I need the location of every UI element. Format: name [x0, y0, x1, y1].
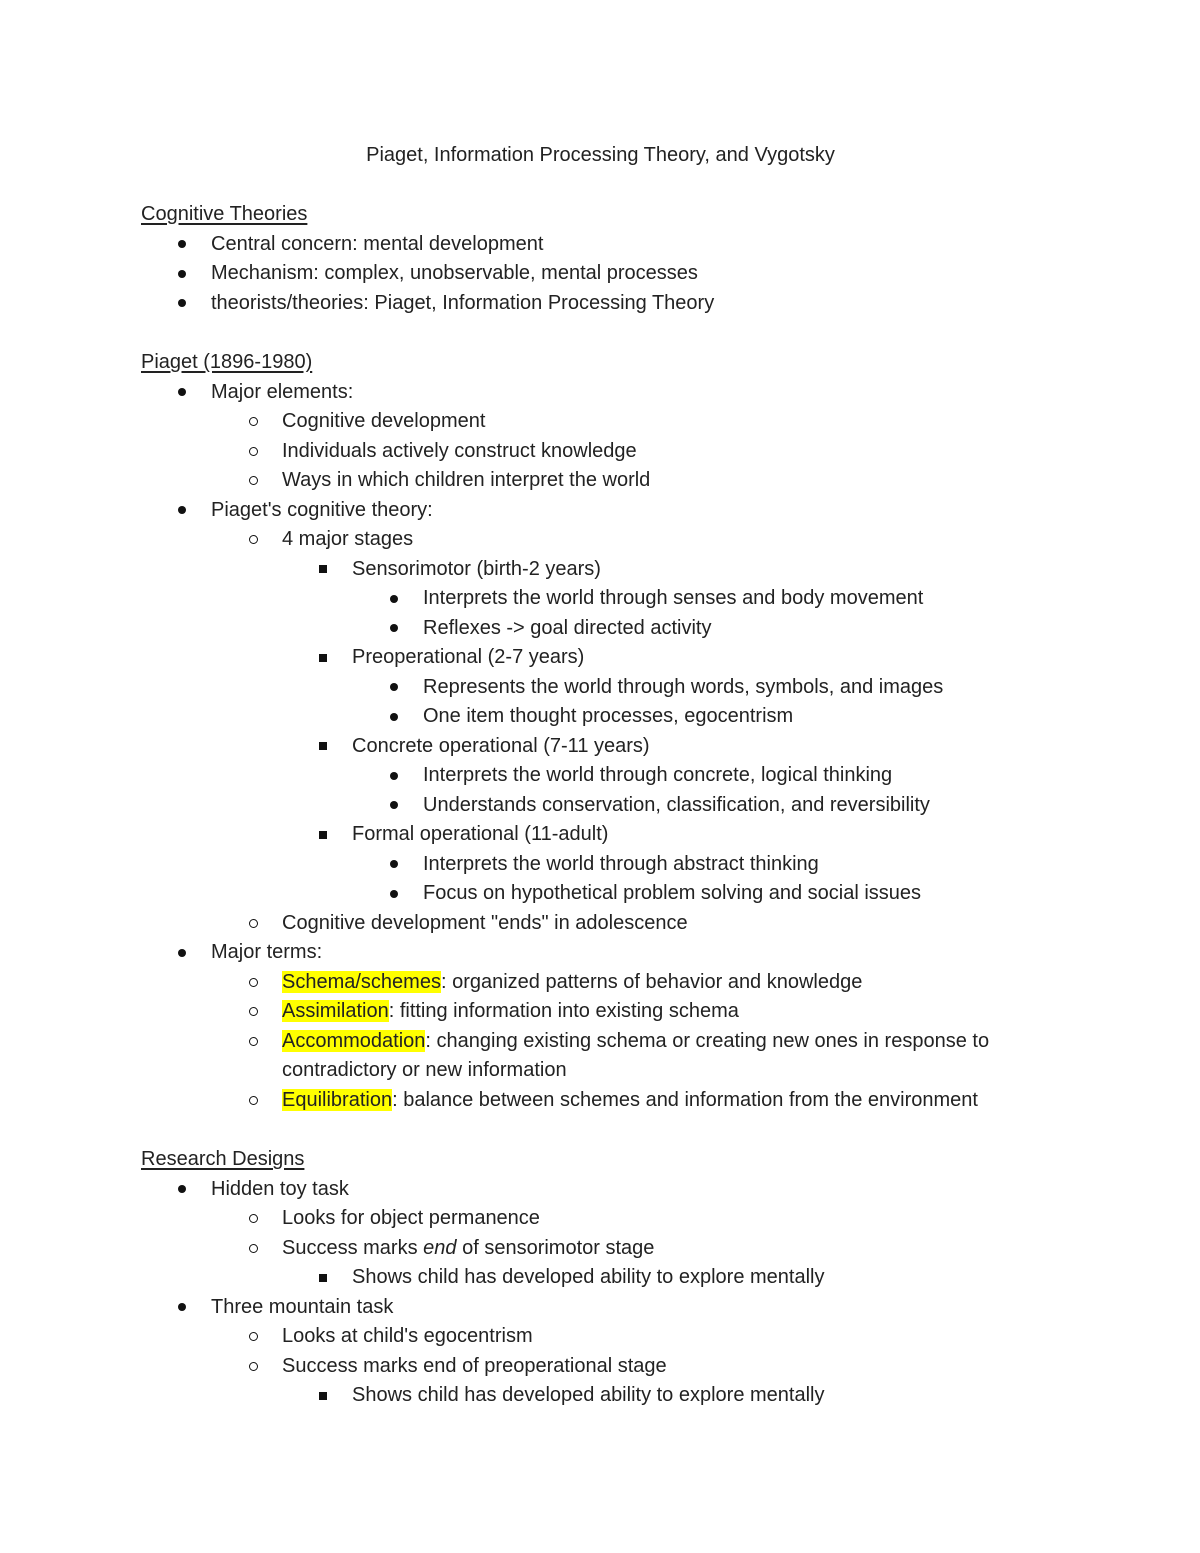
term-definition: : organized patterns of behavior and knowledge	[440, 970, 863, 993]
disc-bullet-icon	[386, 702, 402, 732]
list-item: Interprets the world through concrete, logical thinking	[141, 761, 1060, 791]
circle-bullet-icon	[245, 968, 261, 998]
list-item: Interprets the world through abstract thinking	[141, 850, 1060, 880]
disc-bullet-icon	[174, 1293, 190, 1323]
term-item	[141, 997, 1060, 1027]
disc-bullet-icon	[174, 938, 190, 968]
list-item: Hidden toy task	[141, 1175, 1060, 1205]
term-definition: : changing existing schema or creating new ones in response to	[425, 1029, 990, 1052]
highlighted-term: Schema/schemes	[282, 970, 441, 993]
list-item: Focus on hypothetical problem solving and social issues	[141, 879, 1060, 909]
square-bullet-icon	[315, 555, 331, 585]
section-heading: Piaget (1896-1980)	[141, 351, 313, 373]
section-heading: Research Designs	[141, 1148, 305, 1170]
list-item: Mechanism: complex, unobservable, mental processes	[141, 259, 1060, 289]
disc-bullet-icon	[386, 850, 402, 880]
circle-bullet-icon	[245, 1204, 261, 1234]
disc-bullet-icon	[174, 230, 190, 260]
list-item: Success marks end of sensorimotor stage	[141, 1234, 1060, 1264]
disc-bullet-icon	[386, 614, 402, 644]
disc-bullet-icon	[174, 289, 190, 319]
term-continuation: contradictory or new information	[282, 1059, 567, 1081]
disc-bullet-icon	[386, 879, 402, 909]
disc-bullet-icon	[174, 496, 190, 526]
circle-bullet-icon	[245, 525, 261, 555]
list-item: Success marks end of preoperational stage	[141, 1352, 1060, 1382]
term-item	[141, 1027, 1060, 1057]
circle-bullet-icon	[245, 437, 261, 467]
list-item: Three mountain task	[141, 1293, 1060, 1323]
list-item: Major terms:	[141, 938, 1060, 968]
square-bullet-icon	[315, 643, 331, 673]
disc-bullet-icon	[386, 673, 402, 703]
highlighted-term: Assimilation	[282, 1000, 389, 1022]
list-item: Individuals actively construct knowledge	[141, 437, 1060, 467]
list-item: Looks for object permanence	[141, 1204, 1060, 1234]
circle-bullet-icon	[245, 407, 261, 437]
circle-bullet-icon	[245, 1086, 261, 1116]
term-definition: : balance between schemes and information from the environment	[392, 1088, 978, 1111]
stage-item: Sensorimotor (birth-2 years)	[141, 555, 1060, 585]
section-cognitive-theories	[141, 200, 1060, 318]
stage-item: Concrete operational (7-11 years)	[141, 732, 1060, 762]
square-bullet-icon	[315, 820, 331, 850]
stage-item: Preoperational (2-7 years)	[141, 643, 1060, 673]
disc-bullet-icon	[174, 259, 190, 289]
disc-bullet-icon	[174, 378, 190, 408]
list-item: Central concern: mental development	[141, 230, 1060, 260]
list-item: Cognitive development	[141, 407, 1060, 437]
circle-bullet-icon	[245, 466, 261, 496]
section-piaget	[141, 348, 1060, 1115]
list-item: Cognitive development "ends" in adolescence	[141, 909, 1060, 939]
term-item	[141, 1086, 1060, 1116]
highlighted-term: Accommodation	[282, 1029, 426, 1052]
list-item: Ways in which children interpret the world	[141, 466, 1060, 496]
emphasized-text: end	[423, 1236, 457, 1259]
disc-bullet-icon	[174, 1175, 190, 1205]
disc-bullet-icon	[386, 791, 402, 821]
list-item: Represents the world through words, symbols, and images	[141, 673, 1060, 703]
list-item: Shows child has developed ability to explore mentally	[141, 1381, 1060, 1411]
circle-bullet-icon	[245, 1352, 261, 1382]
document-title: Piaget, Information Processing Theory, and Vygotsky	[366, 144, 835, 166]
list-item: Piaget's cognitive theory:	[141, 496, 1060, 526]
circle-bullet-icon	[245, 997, 261, 1027]
square-bullet-icon	[315, 732, 331, 762]
list-item: Shows child has developed ability to explore mentally	[141, 1263, 1060, 1293]
list-item: Understands conservation, classification, and reversibility	[141, 791, 1060, 821]
highlighted-term: Equilibration	[282, 1088, 393, 1111]
disc-bullet-icon	[386, 584, 402, 614]
list-item: theorists/theories: Piaget, Information Processing Theory	[141, 289, 1060, 319]
section-research-designs	[141, 1145, 1060, 1411]
list-item: Looks at child's egocentrism	[141, 1322, 1060, 1352]
term-item	[141, 968, 1060, 998]
list-item: Reflexes -> goal directed activity	[141, 614, 1060, 644]
circle-bullet-icon	[245, 1027, 261, 1057]
square-bullet-icon	[315, 1381, 331, 1411]
circle-bullet-icon	[245, 1234, 261, 1264]
disc-bullet-icon	[386, 761, 402, 791]
stage-item: Formal operational (11-adult)	[141, 820, 1060, 850]
list-item: One item thought processes, egocentrism	[141, 702, 1060, 732]
circle-bullet-icon	[245, 1322, 261, 1352]
term-definition: : fitting information into existing schema	[388, 1000, 739, 1022]
list-item: Major elements:	[141, 378, 1060, 408]
list-item: Interprets the world through senses and body movement	[141, 584, 1060, 614]
circle-bullet-icon	[245, 909, 261, 939]
section-heading: Cognitive Theories	[141, 203, 308, 225]
square-bullet-icon	[315, 1263, 331, 1293]
list-item: 4 major stages	[141, 525, 1060, 555]
